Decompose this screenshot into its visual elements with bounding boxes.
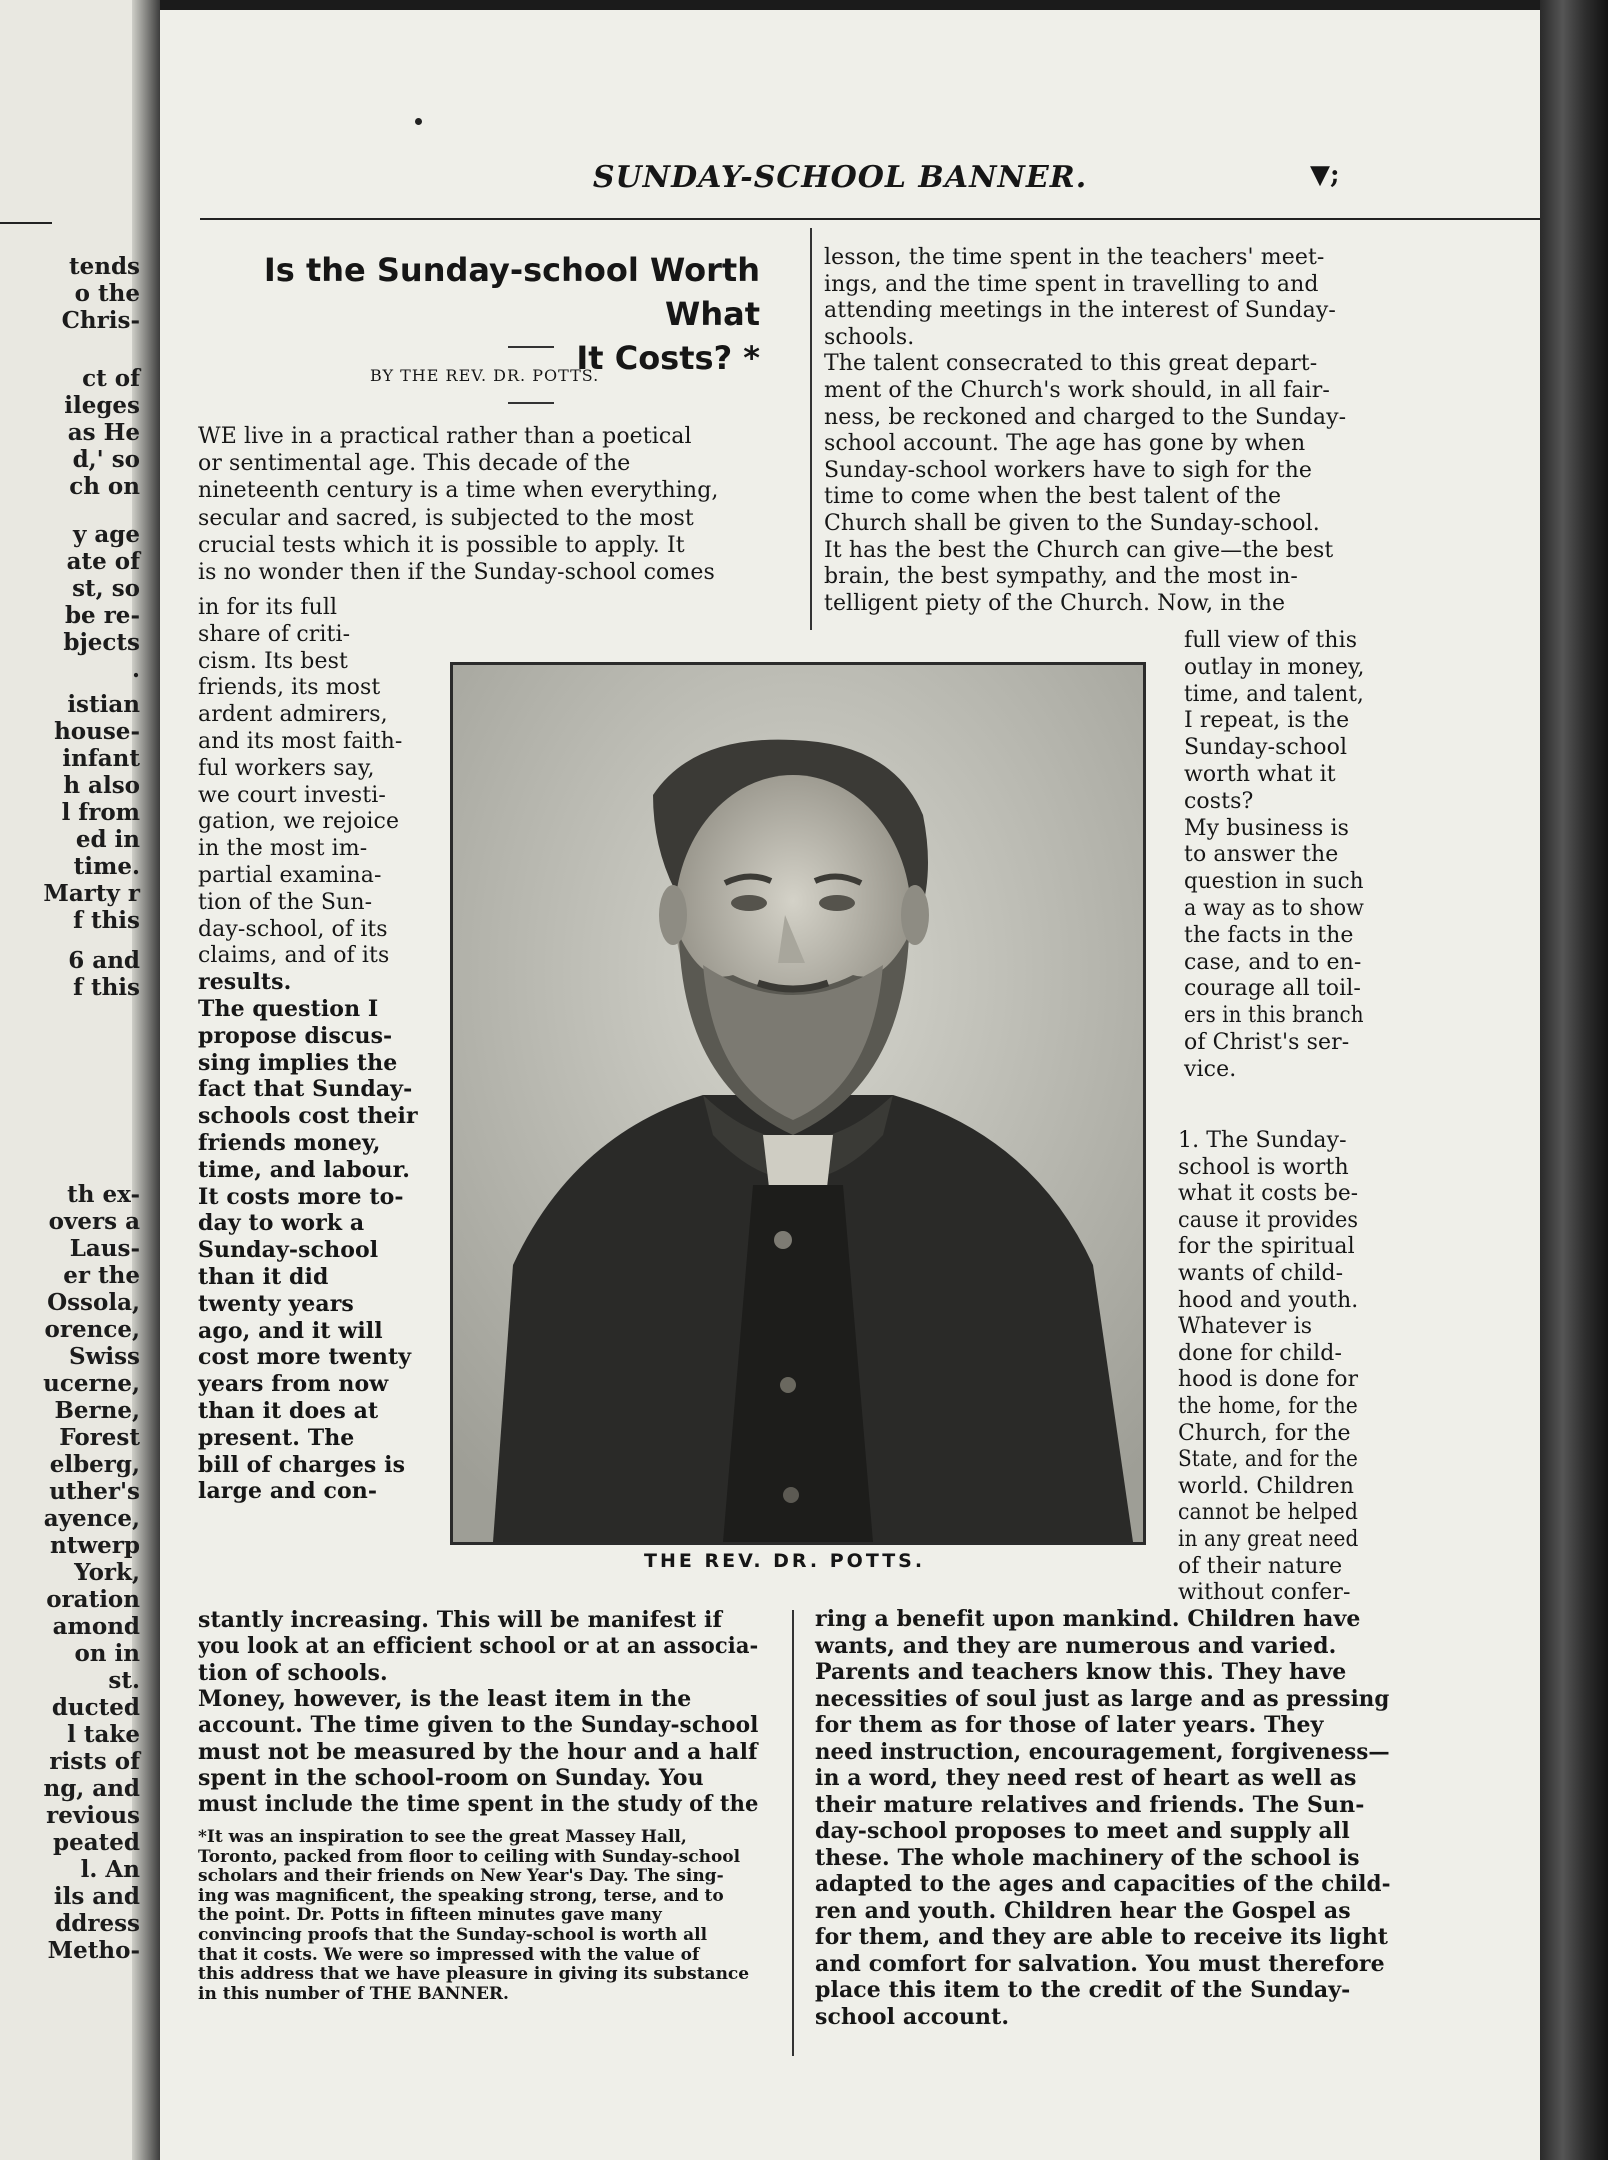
portrait-photo	[450, 662, 1146, 1545]
right-narrow2-line: Whatever is	[1178, 1314, 1313, 1340]
right-top-line: The talent consecrated to this great depart-	[824, 351, 1318, 377]
previous-page-edge	[0, 0, 160, 2160]
left-column-line: crucial tests which it is possible to apply. It	[198, 532, 685, 558]
right-narrow2-line: school is worth	[1178, 1154, 1349, 1180]
right-bottom-line: ring a benefit upon mankind. Children have	[815, 1606, 1361, 1632]
left-narrow-line: gation, we rejoice	[198, 809, 400, 835]
footnote-line: *It was an inspiration to see the great Massey Hall,	[198, 1827, 687, 1847]
previous-page-line: York,	[74, 1559, 140, 1586]
right-narrow-line: ers in this branch	[1184, 1003, 1364, 1029]
right-narrow-line: outlay in money,	[1184, 654, 1365, 680]
previous-page-line: Ossola,	[47, 1289, 140, 1316]
left-bottom-line: you look at an efficient school or at an associa-	[198, 1633, 759, 1660]
left-narrow-line: large and con-	[198, 1478, 378, 1505]
left-narrow-line: ful workers say,	[198, 755, 375, 781]
right-bottom-line: wants, and they are numerous and varied.	[815, 1632, 1337, 1659]
left-narrow-line: twenty years	[198, 1290, 354, 1317]
photo-caption: THE REV. DR. POTTS.	[644, 1550, 926, 1572]
previous-page-rule	[0, 222, 52, 224]
previous-page-line: be re-	[64, 602, 140, 629]
footnote-line: scholars and their friends on New Year's Day. The sing-	[198, 1866, 724, 1887]
previous-page-line: d,' so	[72, 446, 140, 473]
book-spine-edge	[1540, 0, 1608, 2160]
footnote-line: the point. Dr. Potts in fifteen minutes gave many	[198, 1905, 662, 1926]
column-rule-top	[810, 228, 812, 630]
right-narrow-line: of Christ's ser-	[1184, 1030, 1350, 1055]
previous-page-line: ng, and	[43, 1775, 140, 1802]
previous-page-line: uther's	[49, 1478, 140, 1505]
right-bottom-line: in a word, they need rest of heart as well as	[815, 1765, 1357, 1791]
previous-page-line: ucerne,	[43, 1370, 140, 1397]
right-narrow-line: courage all toil-	[1184, 976, 1361, 1002]
left-column-line: is no wonder then if the Sunday-school comes	[198, 560, 715, 585]
right-top-line: lesson, the time spent in the teachers' meet-	[824, 245, 1325, 270]
previous-page-line: as He	[67, 419, 140, 446]
right-narrow2-line: cause it provides	[1178, 1207, 1359, 1233]
right-narrow-line: I repeat, is the	[1184, 708, 1350, 734]
left-narrow-line: cost more twenty	[198, 1344, 412, 1371]
previous-page-line: ed in	[75, 826, 140, 853]
right-narrow2-line: world. Children	[1178, 1473, 1355, 1499]
previous-page-line: l from	[61, 799, 140, 826]
previous-page-line: istian	[67, 691, 140, 718]
right-top-line: telligent piety of the Church. Now, in the	[824, 590, 1286, 616]
previous-page-line: ileges	[64, 392, 140, 419]
left-column-line: secular and sacred, is subjected to the most	[198, 505, 694, 531]
previous-page-line: Forest	[59, 1424, 140, 1451]
left-narrow-line: and its most faith-	[198, 729, 403, 754]
right-narrow2-line: hood is done for	[1178, 1367, 1359, 1393]
right-narrow-line: time, and talent,	[1184, 681, 1364, 707]
right-bottom-line: adapted to the ages and capacities of the child-	[815, 1871, 1391, 1897]
previous-page-line: f this	[73, 974, 140, 1001]
previous-page-line: peated	[53, 1829, 140, 1856]
right-top-line: schools.	[824, 324, 915, 350]
left-narrow-line: we court investi-	[198, 782, 386, 808]
previous-page-line: house-	[54, 718, 140, 745]
previous-page-line: st, so	[72, 575, 140, 602]
left-narrow-line: Sunday-school	[198, 1237, 379, 1264]
right-top-line: school account. The age has gone by when	[824, 431, 1306, 457]
left-column-line: nineteenth century is a time when everything,	[198, 478, 719, 504]
left-narrow-line: friends, its most	[198, 675, 381, 701]
previous-page-line: Metho-	[47, 1937, 140, 1964]
previous-page-line: elberg,	[49, 1451, 140, 1478]
right-bottom-line: and comfort for salvation. You must therefore	[815, 1950, 1385, 1977]
right-narrow-line: a way as to show	[1184, 896, 1365, 921]
previous-page-line: Marty r	[43, 880, 140, 907]
previous-page-line: l. An	[80, 1856, 140, 1883]
footnote-line: that it costs. We were so impressed with the value of	[198, 1944, 700, 1965]
left-narrow-line: schools cost their	[198, 1103, 418, 1130]
left-bottom-line: spent in the school-room on Sunday. You	[198, 1764, 704, 1791]
right-narrow2-line: done for child-	[1178, 1340, 1342, 1366]
previous-page-line: infant	[62, 745, 140, 772]
left-narrow-line: The question I	[198, 996, 379, 1022]
right-bottom-line: school account.	[815, 2003, 1010, 2030]
left-narrow-line: tion of the Sun-	[198, 889, 373, 915]
print-dot	[415, 118, 422, 125]
previous-page-line: y age	[73, 521, 140, 548]
right-bottom-line: need instruction, encouragement, forgiveness—	[815, 1738, 1390, 1765]
footnote-line: in this number of THE BANNER.	[198, 1983, 509, 2004]
previous-page-line: time.	[73, 853, 140, 880]
portrait-illustration	[453, 665, 1143, 1542]
footnote-line: convincing proofs that the Sunday-school is worth all	[198, 1925, 708, 1945]
left-narrow-line: It costs more to-	[198, 1183, 404, 1210]
right-narrow2-line: hood and youth.	[1178, 1287, 1359, 1313]
right-narrow2-line: 1. The Sunday-	[1178, 1128, 1347, 1153]
right-bottom-line: place this item to the credit of the Sunday-	[815, 1977, 1351, 2003]
right-top-line: time to come when the best talent of the	[824, 484, 1282, 510]
right-narrow2-line: the home, for the	[1178, 1394, 1358, 1419]
right-bottom-line: for them as for those of later years. They	[815, 1712, 1324, 1738]
previous-page-line: overs a	[48, 1208, 140, 1235]
right-bottom-line: their mature relatives and friends. The Sun-	[815, 1791, 1365, 1818]
header-rule	[200, 218, 1540, 220]
footnote-line: this address that we have pleasure in giving its substance	[198, 1964, 750, 1985]
left-narrow-line: years from now	[198, 1371, 389, 1398]
byline-rule	[508, 402, 554, 404]
previous-page-line: revious	[46, 1802, 140, 1829]
left-narrow-line: results.	[198, 969, 292, 996]
right-narrow2-line: cannot be helped	[1178, 1500, 1359, 1526]
left-narrow-line: time, and labour.	[198, 1156, 410, 1183]
header-mark: ▼;	[1310, 160, 1340, 190]
right-top-line: ment of the Church's work should, in all fair-	[824, 378, 1330, 403]
right-narrow2-line: what it costs be-	[1178, 1181, 1359, 1207]
left-bottom-line: account. The time given to the Sunday-school	[198, 1712, 759, 1739]
previous-page-line: Chris-	[61, 307, 140, 334]
right-narrow2-line: State, and for the	[1178, 1447, 1358, 1473]
left-bottom-line: Money, however, is the least item in the	[198, 1685, 692, 1712]
right-narrow-line: My business is	[1184, 815, 1350, 841]
right-bottom-line: ren and youth. Children hear the Gospel as	[815, 1897, 1351, 1924]
right-top-line: ness, be reckoned and charged to the Sunday-	[824, 404, 1347, 430]
right-bottom-line: these. The whole machinery of the school is	[815, 1844, 1360, 1871]
previous-page-line: l take	[67, 1721, 140, 1748]
right-narrow-line: vice.	[1184, 1056, 1237, 1082]
previous-page-line: er the	[63, 1262, 140, 1289]
previous-page-line: Swiss	[68, 1343, 140, 1370]
right-narrow-line: question in such	[1184, 869, 1364, 895]
right-narrow-line: full view of this	[1184, 628, 1358, 653]
right-narrow2-line: without confer-	[1178, 1580, 1351, 1606]
right-narrow-line: Sunday-school	[1184, 735, 1348, 761]
right-narrow2-line: for the spiritual	[1178, 1234, 1355, 1260]
article-title	[200, 248, 760, 380]
previous-page-line: oration	[46, 1586, 140, 1613]
running-title: SUNDAY-SCHOOL BANNER.	[592, 160, 1088, 195]
left-narrow-line: in the most im-	[198, 836, 368, 862]
right-top-line: Sunday-school workers have to sigh for the	[824, 457, 1313, 483]
magazine-page	[160, 10, 1540, 2160]
right-narrow2-line: of their nature	[1178, 1553, 1343, 1579]
left-column-line: WE live in a practical rather than a poetical	[198, 424, 692, 449]
left-narrow-line: share of criti-	[198, 621, 351, 647]
right-narrow2-line: wants of child-	[1178, 1261, 1344, 1286]
right-narrow-line: costs?	[1184, 788, 1254, 814]
article-title-line-2: It Costs? *	[576, 339, 760, 377]
article-title-line-1: Is the Sunday-school Worth What	[263, 251, 760, 333]
right-narrow2-line: Church, for the	[1178, 1420, 1351, 1446]
previous-page-line: th ex-	[67, 1181, 140, 1208]
left-narrow-line: sing implies the	[198, 1049, 398, 1076]
previous-page-line: ils and	[53, 1883, 140, 1910]
footnote-line: Toronto, packed from floor to ceiling with Sunday-school	[198, 1846, 741, 1867]
right-top-line: It has the best the Church can give—the best	[824, 537, 1334, 563]
previous-page-line: amond	[52, 1613, 140, 1640]
left-bottom-line: must include the time spent in the study of the	[198, 1791, 759, 1818]
previous-page-line: Laus-	[69, 1235, 140, 1262]
article-byline: BY THE REV. DR. POTTS.	[370, 366, 600, 385]
left-narrow-line: claims, and of its	[198, 943, 390, 969]
previous-page-line: .	[131, 656, 140, 683]
previous-page-line: ntwerp	[50, 1532, 140, 1559]
left-narrow-line: present. The	[198, 1424, 355, 1451]
previous-page-line: ch on	[69, 473, 140, 500]
previous-page-line: ayence,	[43, 1505, 140, 1532]
right-top-line: attending meetings in the interest of Sunday-	[824, 298, 1336, 324]
right-bottom-line: for them, and they are able to receive its light	[815, 1924, 1389, 1950]
previous-page-line: 6 and	[68, 947, 140, 974]
right-bottom-line: day-school proposes to meet and supply all	[815, 1818, 1350, 1844]
left-bottom-line: tion of schools.	[198, 1659, 388, 1686]
left-narrow-line: friends money,	[198, 1130, 381, 1156]
previous-page-line: orence,	[44, 1316, 140, 1343]
right-narrow-line: worth what it	[1184, 762, 1336, 787]
previous-page-line: bjects	[63, 629, 140, 656]
previous-page-line: ducted	[51, 1694, 140, 1721]
previous-page-line: rists of	[49, 1748, 140, 1775]
previous-page-line: tends	[68, 253, 140, 280]
previous-page-line: ct of	[82, 365, 140, 392]
left-narrow-line: than it did	[198, 1264, 329, 1290]
title-rule	[508, 346, 554, 348]
left-bottom-line: must not be measured by the hour and a half	[198, 1738, 758, 1765]
previous-page-line: st.	[108, 1667, 140, 1694]
previous-page-line: Berne,	[54, 1397, 140, 1424]
right-top-line: ings, and the time spent in travelling to and	[824, 271, 1319, 297]
left-narrow-line: propose discus-	[198, 1022, 393, 1049]
left-narrow-line: day to work a	[198, 1210, 365, 1237]
previous-page-line: ate of	[66, 548, 140, 575]
right-top-line: Church shall be given to the Sunday-school.	[824, 511, 1320, 536]
left-narrow-line: in for its full	[198, 595, 338, 620]
previous-page-line: on in	[74, 1640, 140, 1667]
left-column-line: or sentimental age. This decade of the	[198, 451, 631, 477]
right-bottom-line: necessities of soul just as large and as pressing	[815, 1685, 1390, 1712]
left-narrow-line: fact that Sunday-	[198, 1076, 413, 1103]
left-bottom-line: stantly increasing. This will be manifest if	[198, 1607, 723, 1633]
column-rule-bottom	[792, 1610, 794, 2056]
left-narrow-line: ardent admirers,	[198, 702, 388, 728]
left-narrow-line: ago, and it will	[198, 1317, 383, 1344]
left-narrow-line: cism. Its best	[198, 648, 348, 674]
previous-page-line: ddress	[55, 1910, 140, 1937]
left-narrow-line: than it does at	[198, 1398, 379, 1424]
left-narrow-line: partial examina-	[198, 863, 382, 888]
right-narrow2-line: in any great need	[1178, 1527, 1359, 1552]
previous-page-line: h also	[63, 772, 140, 799]
previous-page-line: o the	[74, 280, 140, 307]
right-narrow-line: to answer the	[1184, 842, 1339, 868]
right-narrow-line: the facts in the	[1184, 922, 1354, 948]
right-bottom-line: Parents and teachers know this. They have	[815, 1659, 1347, 1685]
previous-page-line: f this	[73, 907, 140, 934]
left-narrow-line: bill of charges is	[198, 1451, 406, 1478]
footnote-line: ing was magnificent, the speaking strong, terse, and to	[198, 1885, 724, 1906]
right-narrow-line: case, and to en-	[1184, 949, 1362, 975]
left-narrow-line: day-school, of its	[198, 916, 388, 942]
right-top-line: brain, the best sympathy, and the most in-	[824, 564, 1298, 590]
